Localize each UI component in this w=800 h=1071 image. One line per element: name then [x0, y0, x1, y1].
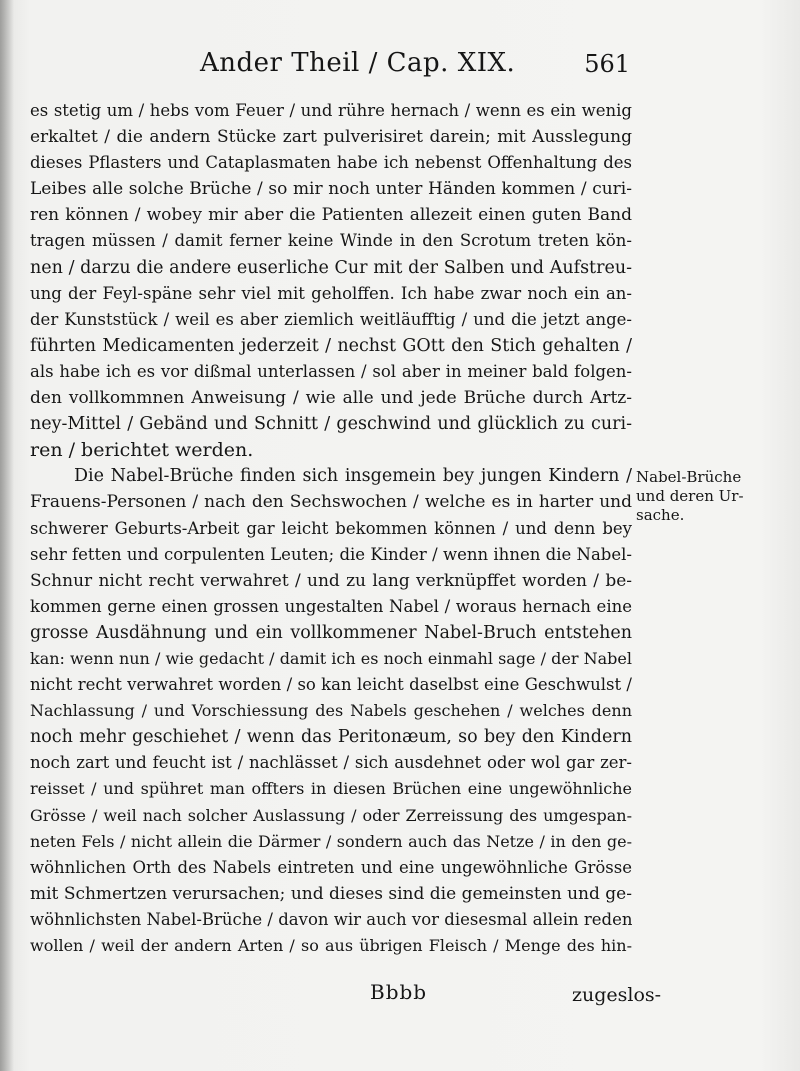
text-line: erkaltet / die andern Stücke zart pulverisiret darein; mit Ausslegung: [30, 127, 632, 148]
text-line: der Kunststück / weil es aber ziemlich weitläufftig / und die jetzt ange-: [30, 309, 632, 329]
text-line: Nachlassung / und Vorschiessung des Nabels geschehen / welches denn: [30, 701, 632, 721]
text-line: tragen müssen / damit ferner keine Winde in den Scrotum treten kön-: [30, 231, 632, 251]
marginal-note: [636, 468, 746, 525]
text-line: neten Fels / nicht allein die Därmer / sondern auch das Netze / in den ge-: [30, 831, 632, 851]
text-line: sehr fetten und corpulenten Leuten; die Kinder / wenn ihnen die Nabel-: [30, 544, 632, 564]
text-line: Schnur nicht recht verwahret / und zu lang verknüpffet worden / be-: [30, 570, 632, 591]
text-line: dieses Pflasters und Cataplasmaten habe ich nebenst Offenhaltung des: [30, 153, 632, 173]
text-line: wöhnlichen Orth des Nabels eintreten und eine ungewöhnliche Grösse: [30, 857, 632, 877]
gutter-shadow: [0, 0, 14, 1071]
text-line: ren können / wobey mir aber die Patienten allezeit einen guten Band: [30, 205, 632, 226]
text-line: den vollkommnen Anweisung / wie alle und jede Brüche durch Artz-: [30, 388, 632, 409]
paragraph-end-line: ren / berichtet werden.: [30, 439, 254, 462]
text-line: es stetig um / hebs vom Feuer / und rühre hernach / wenn es ein wenig: [30, 101, 632, 120]
marginal-note-line: und deren Ur-: [636, 487, 744, 505]
text-line: grosse Ausdähnung und ein vollkommener Nabel-Bruch entstehen: [30, 622, 632, 643]
text-line: führten Medicamenten jederzeit / nechst GOtt den Stich gehalten /: [30, 335, 632, 356]
text-line: noch zart und feucht ist / nachlässet / sich ausdehnet oder wol gar zer-: [30, 753, 632, 773]
text-line: mit Schmertzen verursachen; und dieses sind die gemeinsten und ge-: [30, 883, 632, 904]
text-line: nicht recht verwahret worden / so kan leicht daselbst eine Geschwulst /: [30, 675, 632, 695]
text-line: ney-Mittel / Gebänd und Schnitt / geschwind und glücklich zu curi-: [30, 414, 632, 435]
text-line: reisset / und spühret man offters in diesen Brüchen eine ungewöhnliche: [30, 779, 632, 799]
text-line: Leibes alle solche Brüche / so mir noch unter Händen kommen / curi-: [30, 179, 632, 200]
text-line: Frauens-Personen / nach den Sechswochen / welche es in harter und: [30, 492, 632, 513]
text-line: noch mehr geschiehet / wenn das Peritonæum, so bey den Kindern: [30, 727, 632, 748]
marginal-note-line: sache.: [636, 506, 685, 524]
text-line: nen / darzu die andere euserliche Cur mit der Salben und Aufstreu-: [30, 257, 632, 278]
running-title: Ander Theil / Cap. XIX.: [200, 48, 516, 78]
text-line: wollen / weil der andern Arten / so aus übrigen Fleisch / Menge des hin-: [30, 936, 632, 955]
text-line: kan: wenn nun / wie gedacht / damit ich es noch einmahl sage / der Nabel: [30, 648, 632, 668]
marginal-note-line: Nabel-Brüche: [636, 468, 742, 486]
page-number: 561: [584, 50, 630, 78]
paragraph-first-line: Die Nabel-Brüche finden sich insgemein bey jungen Kindern /: [74, 466, 632, 487]
body-text: [30, 98, 632, 959]
text-line: kommen gerne einen grossen ungestalten Nabel / woraus hernach eine: [30, 596, 632, 616]
catchword: zugeslos-: [572, 984, 662, 1006]
running-head: [200, 46, 630, 86]
text-line: wöhnlichsten Nabel-Brüche / davon wir auch vor diesesmal allein reden: [30, 909, 632, 929]
text-line: schwerer Geburts-Arbeit gar leicht bekommen können / und denn bey: [30, 518, 632, 538]
text-line: Grösse / weil nach solcher Auslassung / oder Zerreissung des umgespan-: [30, 805, 632, 825]
text-line: als habe ich es vor dißmal unterlassen / sol aber in meiner bald folgen-: [30, 361, 632, 381]
signature-mark: Bbbb: [370, 980, 428, 1004]
text-line: ung der Feyl-späne sehr viel mit geholffen. Ich habe zwar noch ein an-: [30, 283, 632, 303]
